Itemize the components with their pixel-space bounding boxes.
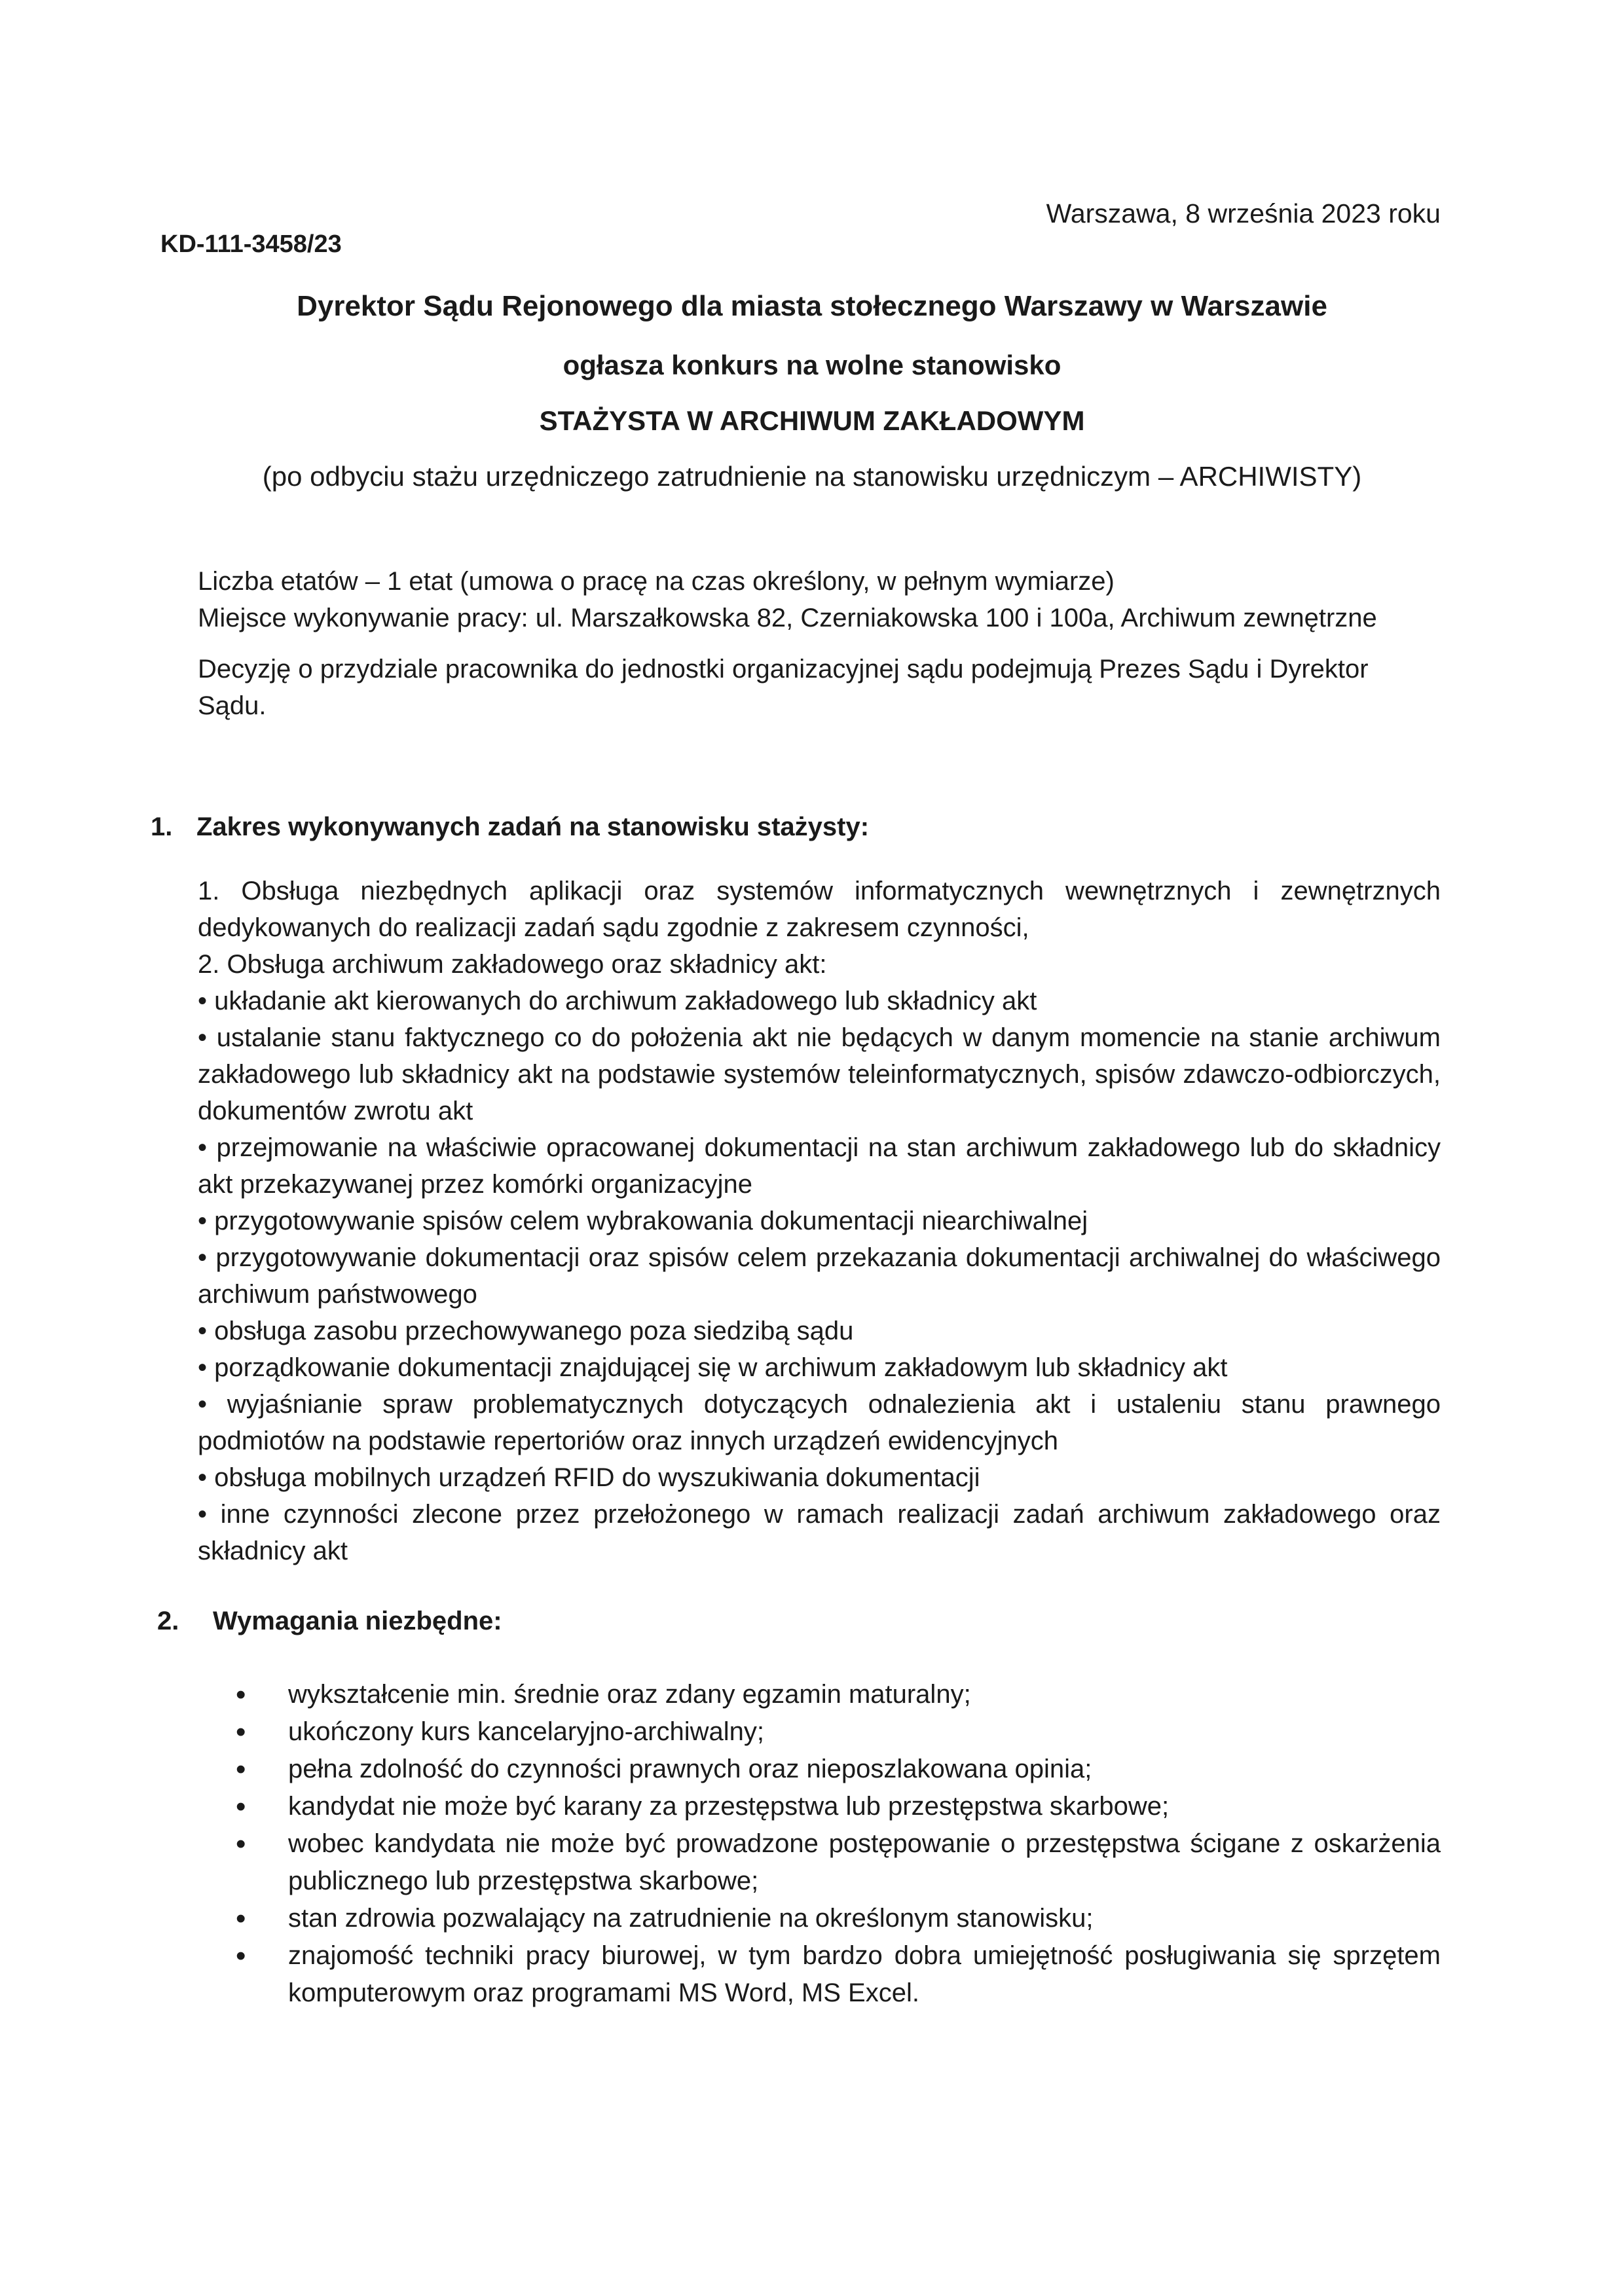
title-issuer: Dyrektor Sądu Rejonowego dla miasta stołecznego Warszawy w Warszawie bbox=[297, 290, 1327, 322]
requirement-item: • stan zdrowia pozwalający na zatrudnienie na określonym stanowisku; bbox=[236, 1900, 1441, 1937]
section-title: Zakres wykonywanych zadań na stanowisku stażysty: bbox=[196, 812, 870, 841]
assignment-decision: Decyzję o przydziale pracownika do jednostki organizacyjnej sądu podejmują Prezes Sądu i Dyrektor Sądu. bbox=[198, 655, 1369, 720]
task-item: • inne czynności zlecone przez przełożonego w ramach realizacji zadań archiwum zakładowego oraz składnicy akt bbox=[198, 1500, 1441, 1565]
task-item: • wyjaśnianie spraw problematycznych dotyczących odnalezienia akt i ustaleniu stanu prawnego podmiotów na podstawie repertoriów oraz innych urządzeń ewidencyjnych bbox=[198, 1390, 1441, 1455]
task-item: • przejmowanie na właściwie opracowanej dokumentacji na stan archiwum zakładowego lub do składnicy akt przekazywanej przez komórki organizacyjne bbox=[198, 1133, 1441, 1199]
positions-count: Liczba etatów – 1 etat (umowa o pracę na czas określony, w pełnym wymiarze) bbox=[198, 567, 1115, 596]
title-note: (po odbyciu stażu urzędniczego zatrudnienie na stanowisku urzędniczym – ARCHIWISTY) bbox=[262, 461, 1362, 492]
section-title: Wymagania niezbędne: bbox=[213, 1607, 502, 1635]
requirements-list bbox=[236, 1676, 1441, 2012]
reference-number: KD-111-3458/23 bbox=[160, 230, 342, 258]
section-2-heading bbox=[157, 1603, 502, 1639]
requirement-item: • znajomość techniki pracy biurowej, w tym bardzo dobra umiejętność posługiwania się sprzętem komputerowym oraz programami MS Word, MS Excel. bbox=[236, 1937, 1441, 2012]
title-announcement: ogłasza konkurs na wolne stanowisko bbox=[563, 350, 1061, 380]
task-item: • przygotowywanie spisów celem wybrakowania dokumentacji niearchiwalnej bbox=[198, 1207, 1088, 1235]
task-item: • obsługa zasobu przechowywanego poza siedzibą sądu bbox=[198, 1317, 854, 1345]
task-item: • układanie akt kierowanych do archiwum zakładowego lub składnicy akt bbox=[198, 987, 1037, 1015]
task-item: • obsługa mobilnych urządzeń RFID do wyszukiwania dokumentacji bbox=[198, 1463, 980, 1492]
title-position: STAŻYSTA W ARCHIWUM ZAKŁADOWYM bbox=[539, 405, 1085, 436]
task-item: 1. Obsługa niezbędnych aplikacji oraz systemów informatycznych wewnętrznych i zewnętrznych dedykowanych do realizacji zadań sądu zgodnie z zakresem czynności, bbox=[198, 877, 1441, 942]
section-number: 2. bbox=[157, 1607, 179, 1635]
section-1-heading bbox=[151, 809, 869, 845]
section-number: 1. bbox=[151, 812, 173, 841]
requirement-item: • pełna zdolność do czynności prawnych oraz nieposzlakowana opinia; bbox=[236, 1751, 1441, 1788]
document-date: Warszawa, 8 września 2023 roku bbox=[1046, 198, 1441, 228]
requirement-item: • ukończony kurs kancelaryjno-archiwalny; bbox=[236, 1713, 1441, 1751]
task-item: • porządkowanie dokumentacji znajdującej się w archiwum zakładowym lub składnicy akt bbox=[198, 1353, 1228, 1382]
task-item: • ustalanie stanu faktycznego co do położenia akt nie będących w danym momencie na stanie archiwum zakładowego lub składnicy akt na podstawie systemów teleinformatycznych, spisów zdawczo-odbiorczych, dokumentów zwrotu akt bbox=[198, 1023, 1441, 1125]
requirement-item: • kandydat nie może być karany za przestępstwa lub przestępstwa skarbowe; bbox=[236, 1788, 1441, 1825]
job-info bbox=[198, 563, 1441, 724]
workplace: Miejsce wykonywanie pracy: ul. Marszałkowska 82, Czerniakowska 100 i 100a, Archiwum zewnętrzne bbox=[198, 604, 1377, 632]
requirement-item: • wykształcenie min. średnie oraz zdany egzamin maturalny; bbox=[236, 1676, 1441, 1713]
task-item: 2. Obsługa archiwum zakładowego oraz składnicy akt: bbox=[198, 950, 827, 979]
task-item: • przygotowywanie dokumentacji oraz spisów celem przekazania dokumentacji archiwalnej do właściwego archiwum państwowego bbox=[198, 1243, 1441, 1309]
tasks-list bbox=[198, 873, 1441, 1569]
requirement-item: • wobec kandydata nie może być prowadzone postępowanie o przestępstwa ścigane z oskarżenia publicznego lub przestępstwa skarbowe; bbox=[236, 1825, 1441, 1900]
